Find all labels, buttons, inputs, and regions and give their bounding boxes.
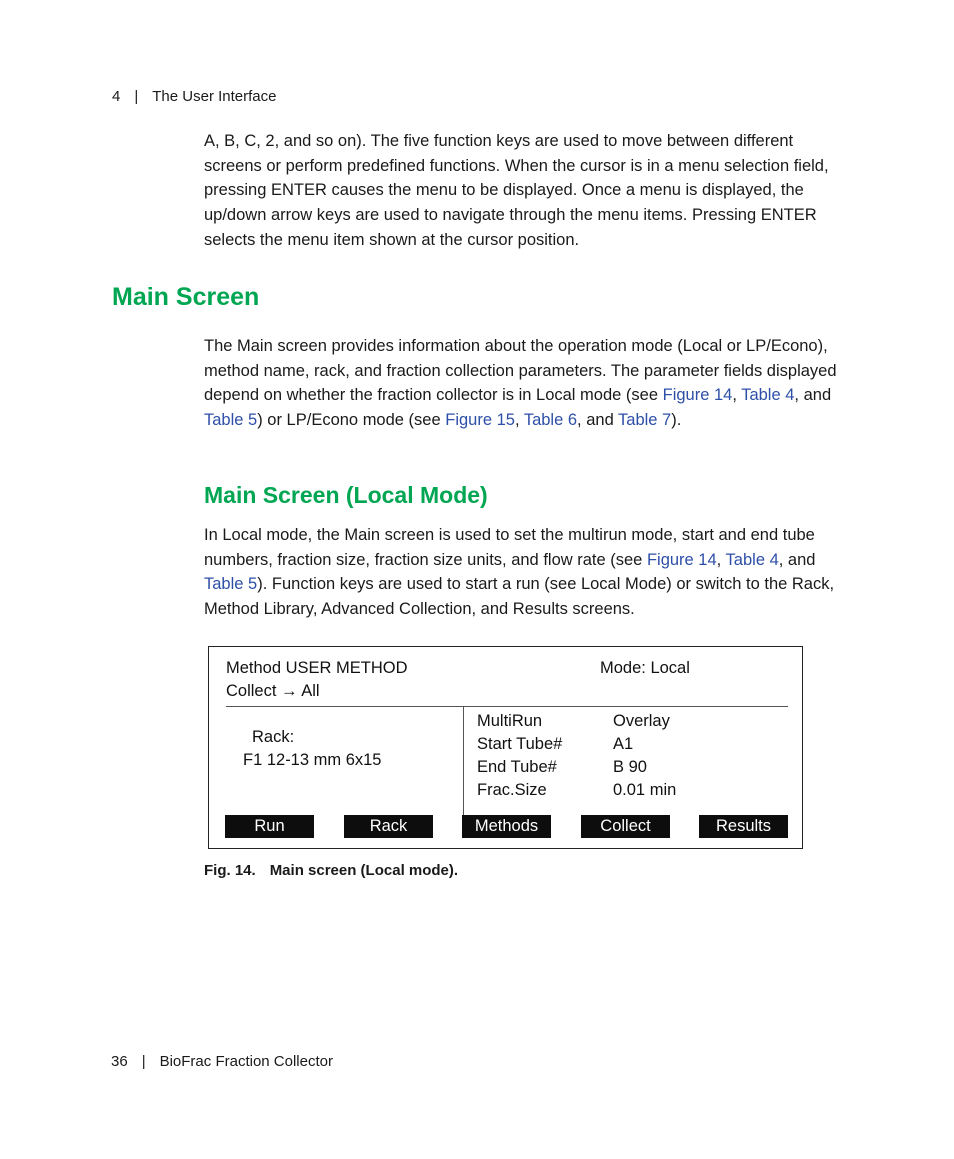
main-screen-heading: Main Screen xyxy=(112,283,260,311)
header-separator: | xyxy=(134,88,139,105)
caption-number: Fig. 14. xyxy=(204,862,256,879)
rack-label: Rack: xyxy=(252,728,295,746)
footer-separator: | xyxy=(141,1053,146,1070)
footer-product: BioFrac Fraction Collector xyxy=(159,1053,333,1070)
text-run: , xyxy=(732,386,742,405)
link-table-4[interactable]: Table 4 xyxy=(741,386,795,405)
param-value-frac-size: 0.01 min xyxy=(613,781,677,799)
methods-key-button[interactable]: Methods xyxy=(462,815,551,838)
rack-key-button[interactable]: Rack xyxy=(344,815,433,838)
param-label-end-tube: End Tube# xyxy=(477,758,557,776)
page-header xyxy=(112,88,276,105)
link-table-7[interactable]: Table 7 xyxy=(618,411,672,430)
link-table-4[interactable]: Table 4 xyxy=(725,550,779,569)
param-label-multirun: MultiRun xyxy=(477,712,543,730)
text-run: , and xyxy=(577,411,619,430)
link-figure-14[interactable]: Figure 14 xyxy=(662,386,733,405)
caption-text: Main screen (Local mode). xyxy=(269,862,459,879)
link-figure-15[interactable]: Figure 15 xyxy=(445,411,515,430)
link-table-5[interactable]: Table 5 xyxy=(204,411,258,430)
page-footer xyxy=(111,1053,333,1070)
param-label-start-tube: Start Tube# xyxy=(477,735,563,753)
figure-divider xyxy=(226,706,788,707)
text-run: ). Function keys are used to start a run (see Local Mode) or switch to the Rack, Method Library, Advanced Collection, and Results screens. xyxy=(204,575,835,619)
text-run: , and xyxy=(778,550,816,569)
param-label-frac-size: Frac.Size xyxy=(477,781,547,799)
text-run: , and xyxy=(794,386,832,405)
run-key-button[interactable]: Run xyxy=(225,815,314,838)
text-run: The Main screen provides information about the operation mode (Local or LP/Econo), method name, rack, and fraction collection parameters. The parameter fields displayed depend on whether the fraction collector is in Local mode (see xyxy=(204,337,837,405)
footer-page-number: 36 xyxy=(111,1053,128,1070)
text-run: ). xyxy=(671,411,682,430)
method-line: Method USER METHOD xyxy=(226,659,408,677)
mode-line: Mode: Local xyxy=(600,659,690,677)
figure-caption xyxy=(204,862,458,879)
rack-value: F1 12-13 mm 6x15 xyxy=(243,751,382,769)
param-value-multirun: Overlay xyxy=(613,712,670,730)
local-mode-heading: Main Screen (Local Mode) xyxy=(204,482,488,508)
collect-line: Collect → All xyxy=(226,682,320,700)
results-key-button[interactable]: Results xyxy=(699,815,788,838)
param-value-start-tube: A1 xyxy=(613,735,634,753)
main-screen-paragraph xyxy=(204,334,844,433)
text-run: ) or LP/Econo mode (see xyxy=(257,411,446,430)
text-run: , xyxy=(716,550,726,569)
header-chapter: The User Interface xyxy=(152,88,277,105)
intro-paragraph: A, B, C, 2, and so on). The five function keys are used to move between different screens or perform predefined functions. When the cursor is in a menu selection field, pressing ENTER causes the menu to be displayed. Once a menu is displayed, the up/down arrow keys are used to navigate through the menu items. Pressing ENTER selects the menu item shown at the cursor position. xyxy=(204,132,829,249)
collect-key-button[interactable]: Collect xyxy=(581,815,670,838)
local-mode-paragraph xyxy=(204,523,840,622)
figure-column-divider xyxy=(463,706,464,815)
param-value-end-tube: B 90 xyxy=(613,758,647,776)
header-page-number: 4 xyxy=(112,88,121,105)
text-run: , xyxy=(514,411,524,430)
text-run: In Local mode, the Main screen is used to set the multirun mode, start and end tube numbers, fraction size, fraction size units, and flow rate (see xyxy=(204,526,815,569)
link-table-5[interactable]: Table 5 xyxy=(204,575,258,594)
link-figure-14[interactable]: Figure 14 xyxy=(646,550,717,569)
link-table-6[interactable]: Table 6 xyxy=(523,411,578,430)
